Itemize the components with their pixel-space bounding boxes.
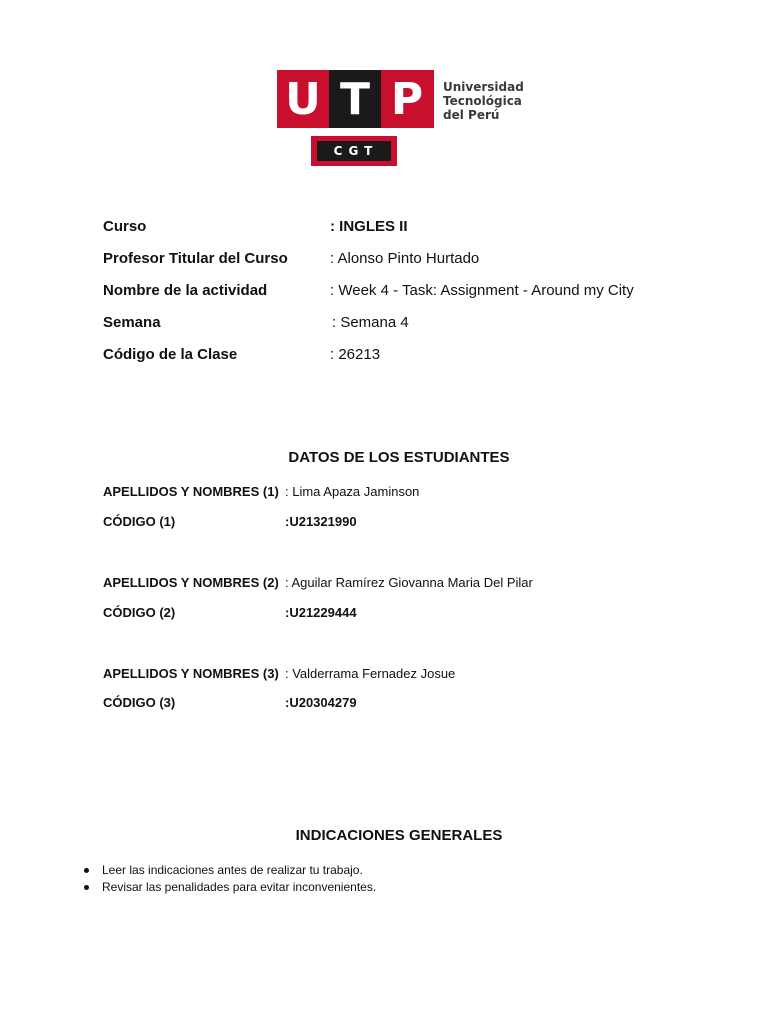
student-name-value: : Lima Apaza Jaminson bbox=[285, 484, 420, 499]
student-name-label: APELLIDOS Y NOMBRES (1) bbox=[103, 484, 279, 499]
class-code-label: Código de la Clase bbox=[103, 346, 238, 363]
bullet-icon bbox=[84, 868, 89, 873]
course-info-row bbox=[103, 314, 723, 346]
bullet-icon bbox=[84, 885, 89, 890]
course-info-row bbox=[103, 282, 723, 314]
general-indications-heading: INDICACIONES GENERALES bbox=[295, 827, 503, 844]
student-name-value: : Aguilar Ramírez Giovanna Maria Del Pilar bbox=[285, 575, 533, 590]
student-code-value: :U21229444 bbox=[285, 605, 357, 620]
logo-name-line: Universidad bbox=[443, 80, 524, 94]
course-label: Curso bbox=[103, 218, 147, 235]
logo-university-name bbox=[443, 80, 533, 122]
student-code-label: CÓDIGO (1) bbox=[103, 514, 176, 529]
logo-cgt-badge bbox=[311, 136, 397, 166]
course-info-row bbox=[103, 346, 723, 378]
activity-label: Nombre de la actividad bbox=[103, 282, 268, 299]
student-code-value: :U20304279 bbox=[285, 695, 357, 710]
student-name-label: APELLIDOS Y NOMBRES (2) bbox=[103, 575, 279, 590]
list-item bbox=[84, 879, 376, 896]
logo-letter-u: U bbox=[285, 73, 321, 125]
students-heading: DATOS DE LOS ESTUDIANTES bbox=[288, 449, 510, 466]
course-info-row bbox=[103, 218, 723, 250]
logo-cgt-text: CGT bbox=[317, 141, 391, 161]
indication-text: Leer las indicaciones antes de realizar tu trabajo. bbox=[102, 863, 363, 877]
professor-value: : Alonso Pinto Hurtado bbox=[330, 250, 480, 267]
week-value: : Semana 4 bbox=[332, 314, 409, 331]
activity-value: : Week 4 - Task: Assignment - Around my City bbox=[330, 282, 634, 299]
student-name-value: : Valderrama Fernadez Josue bbox=[285, 666, 456, 681]
course-info bbox=[103, 218, 723, 378]
student-code-value: :U21321990 bbox=[285, 514, 357, 529]
student-name-label: APELLIDOS Y NOMBRES (3) bbox=[103, 666, 279, 681]
course-value: : INGLES II bbox=[330, 218, 408, 235]
logo-letter-p: P bbox=[390, 73, 424, 125]
logo-letter-t: T bbox=[329, 70, 381, 128]
logo-name-line: Tecnológica bbox=[443, 94, 522, 108]
class-code-value: : 26213 bbox=[330, 346, 381, 363]
indications-list bbox=[84, 862, 376, 896]
logo-name-line: del Perú bbox=[443, 108, 500, 122]
week-label: Semana bbox=[103, 314, 161, 331]
utp-logo bbox=[277, 70, 527, 170]
student-code-label: CÓDIGO (2) bbox=[103, 605, 176, 620]
indication-text: Revisar las penalidades para evitar inconvenientes. bbox=[102, 880, 377, 894]
list-item bbox=[84, 862, 376, 879]
professor-label: Profesor Titular del Curso bbox=[103, 250, 288, 267]
utp-logo-mark bbox=[277, 70, 434, 128]
course-info-row bbox=[103, 250, 723, 282]
student-code-label: CÓDIGO (3) bbox=[103, 695, 176, 710]
